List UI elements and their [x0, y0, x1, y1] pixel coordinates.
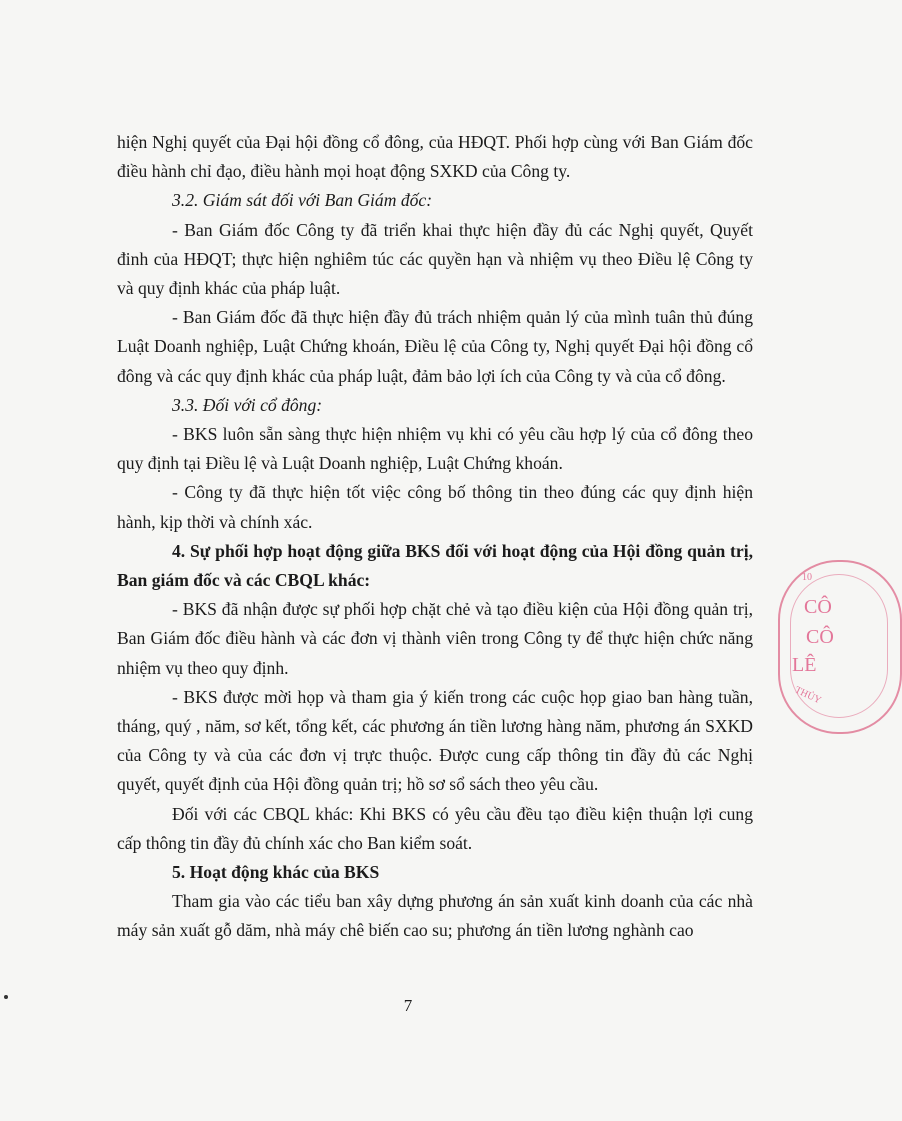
stamp-top-text: 10: [802, 572, 812, 583]
bullet-paragraph: - BKS luôn sẵn sàng thực hiện nhiệm vụ khi có yêu cầu hợp lý của cổ đông theo quy định tại Điều lệ và Luật Doanh nghiệp, Luật Chứng khoán.: [117, 424, 753, 474]
paragraph-continuation: hiện Nghị quyết của Đại hội đồng cổ đông, của HĐQT. Phối hợp cùng với Ban Giám đốc điều hành chỉ đạo, điều hành mọi hoạt động SXKD của Công ty.: [117, 132, 753, 182]
bullet-paragraph: - Ban Giám đốc Công ty đã triển khai thực hiện đầy đủ các Nghị quyết, Quyết đinh của HĐQT; thực hiện nghiêm túc các quyền hạn và nhiệm vụ theo Điều lệ Công ty và quy định khác của pháp luật.: [117, 219, 753, 299]
stamp-bottom-text: THỦY: [792, 684, 823, 707]
bullet-paragraph: - BKS đã nhận được sự phối hợp chặt chẻ và tạo điều kiện của Hội đồng quản trị, Ban Giám đốc điều hành và các đơn vị thành viên trong Công ty để thực hiện chức năng nhiệm vụ theo quy định.: [117, 599, 753, 678]
body-text: [117, 128, 753, 946]
stamp-line-1: CÔ: [804, 596, 832, 618]
stamp-line-3: LÊ: [792, 654, 817, 676]
company-seal-stamp: [778, 560, 902, 734]
page-number: 7: [403, 996, 413, 1015]
stamp-line-2: CÔ: [806, 626, 834, 648]
bullet-paragraph: - Ban Giám đốc đã thực hiện đầy đủ trách nhiệm quản lý của mình tuân thủ đúng Luật Doanh nghiệp, Luật Chứng khoán, Điều lệ của Công ty, Nghị quyết Đại hội đồng cổ đông và các quy định khác của pháp luật, đảm bảo lợi ích của Công ty và của cổ đông.: [117, 307, 753, 386]
bullet-paragraph: - BKS được mời họp và tham gia ý kiến trong các cuộc họp giao ban hàng tuần, tháng, quý , năm, sơ kết, tổng kết, các phương án tiền lương hàng năm, phương án SXKD của Công ty và của các đơn vị trực thuộc. Được cung cấp thông tin đầy đủ các Nghị quyết, quyết định của Hội đồng quản trị; hồ sơ sổ sách theo yêu cầu.: [117, 686, 753, 795]
scan-speck: [4, 995, 8, 999]
section-heading-5: 5. Hoạt động khác của BKS: [172, 862, 380, 883]
section-heading-4: 4. Sự phối hợp hoạt động giữa BKS đối với hoạt động của Hội đồng quản trị, Ban giám đốc và các CBQL khác:: [117, 540, 753, 591]
paragraph: Đối với các CBQL khác: Khi BKS có yêu cầu đều tạo điều kiện thuận lợi cung cấp thông tin đầy đủ chính xác cho Ban kiểm soát.: [117, 803, 753, 853]
paragraph: Tham gia vào các tiểu ban xây dựng phương án sản xuất kinh doanh của các nhà máy sản xuất gỗ dăm, nhà máy chê biến cao su; phương án tiền lương nghành cao: [117, 891, 753, 941]
bullet-paragraph: - Công ty đã thực hiện tốt việc công bố thông tin theo đúng các quy định hiện hành, kịp thời và chính xác.: [117, 482, 753, 532]
subheading-3-3: 3.3. Đối với cổ đông:: [172, 394, 323, 415]
subheading-3-2: 3.2. Giám sát đối với Ban Giám đốc:: [172, 190, 433, 211]
